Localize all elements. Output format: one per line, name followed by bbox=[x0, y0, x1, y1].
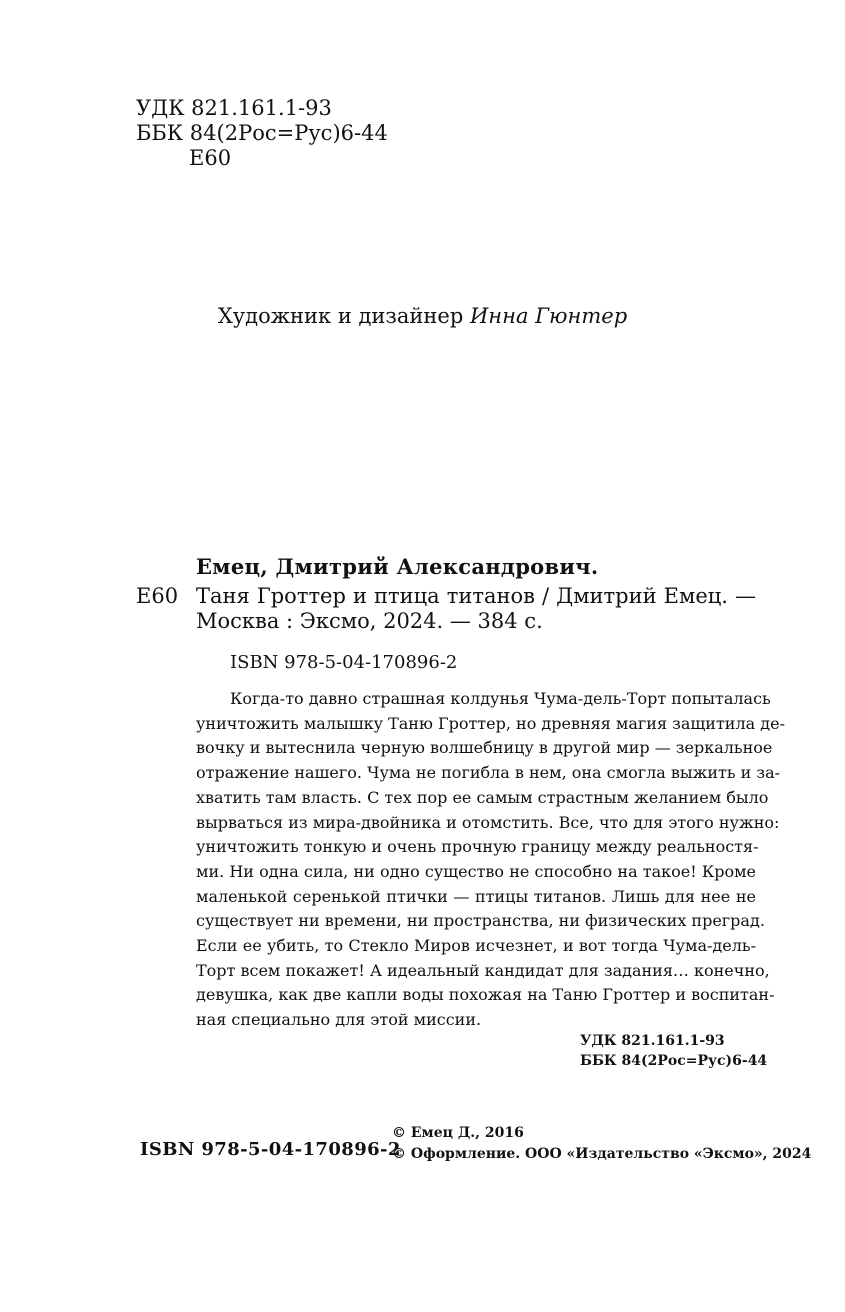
classification-top bbox=[136, 96, 388, 171]
annotation-line: вырваться из мира-двойника и отомстить. Все, что для этого нужно: bbox=[196, 812, 780, 832]
bbk-code: ББК 84(2Рос=Рус)6-44 bbox=[136, 121, 388, 145]
copyright-design: © Оформление. ООО «Издательство «Эксмо», 2024 bbox=[392, 1146, 812, 1162]
artist-credit bbox=[0, 304, 845, 328]
annotation-line: ми. Ни одна сила, ни одно существо не способно на такое! Кроме bbox=[196, 861, 756, 881]
copyright-block bbox=[392, 1123, 811, 1165]
author-mark: Е60 bbox=[189, 146, 232, 170]
bibliography-author: Емец, Дмитрий Александрович. bbox=[196, 554, 599, 579]
bibliography-code: Е60 bbox=[136, 584, 179, 608]
isbn-bottom: ISBN 978-5-04-170896-2 bbox=[140, 1139, 401, 1160]
copyright-author: © Емец Д., 2016 bbox=[392, 1125, 524, 1141]
bibliography-line: Таня Гроттер и птица титанов / Дмитрий Емец. — bbox=[196, 584, 756, 608]
annotation-line: Торт всем покажет! А идеальный кандидат для задания… конечно, bbox=[196, 960, 770, 980]
udk-code: УДК 821.161.1-93 bbox=[580, 1033, 725, 1049]
annotation-line: Если ее убить, то Стекло Миров исчезнет, и вот тогда Чума-дель- bbox=[196, 936, 756, 956]
classification-bottom bbox=[580, 1031, 767, 1071]
annotation-line: девушка, как две капли воды похожая на Таню Гроттер и воспитан- bbox=[196, 985, 775, 1005]
annotation-line: Когда-то давно страшная колдунья Чума-дель-Торт попыталась bbox=[230, 689, 771, 708]
annotation-line: уничтожить малышку Таню Гроттер, но древняя магия защитила де- bbox=[196, 713, 785, 733]
annotation-line: маленькой серенькой птички — птицы титанов. Лишь для нее не bbox=[196, 886, 756, 906]
bbk-code: ББК 84(2Рос=Рус)6-44 bbox=[580, 1053, 768, 1069]
bibliography-description bbox=[196, 584, 756, 634]
annotation-line: отражение нашего. Чума не погибла в нем, она смогла выжить и за- bbox=[196, 763, 781, 783]
artist-name: Инна Гюнтер bbox=[469, 304, 628, 328]
annotation-line: уничтожить тонкую и очень прочную границу между реальностя- bbox=[196, 837, 759, 857]
annotation-line: хватить там власть. С тех пор ее самым страстным желанием было bbox=[196, 787, 769, 807]
annotation-line: вочку и вытеснила черную волшебницу в другой мир — зеркальное bbox=[196, 738, 773, 758]
bibliography-line: Москва : Эксмо, 2024. — 384 с. bbox=[196, 609, 543, 633]
udk-code: УДК 821.161.1-93 bbox=[136, 96, 332, 120]
artist-role: Художник и дизайнер bbox=[217, 304, 464, 328]
annotation-line: существует ни времени, ни пространства, ни физических преград. bbox=[196, 911, 765, 931]
annotation bbox=[196, 687, 785, 1033]
annotation-line: ная специально для этой миссии. bbox=[196, 1010, 482, 1030]
isbn-line: ISBN 978-5-04-170896-2 bbox=[230, 652, 458, 673]
